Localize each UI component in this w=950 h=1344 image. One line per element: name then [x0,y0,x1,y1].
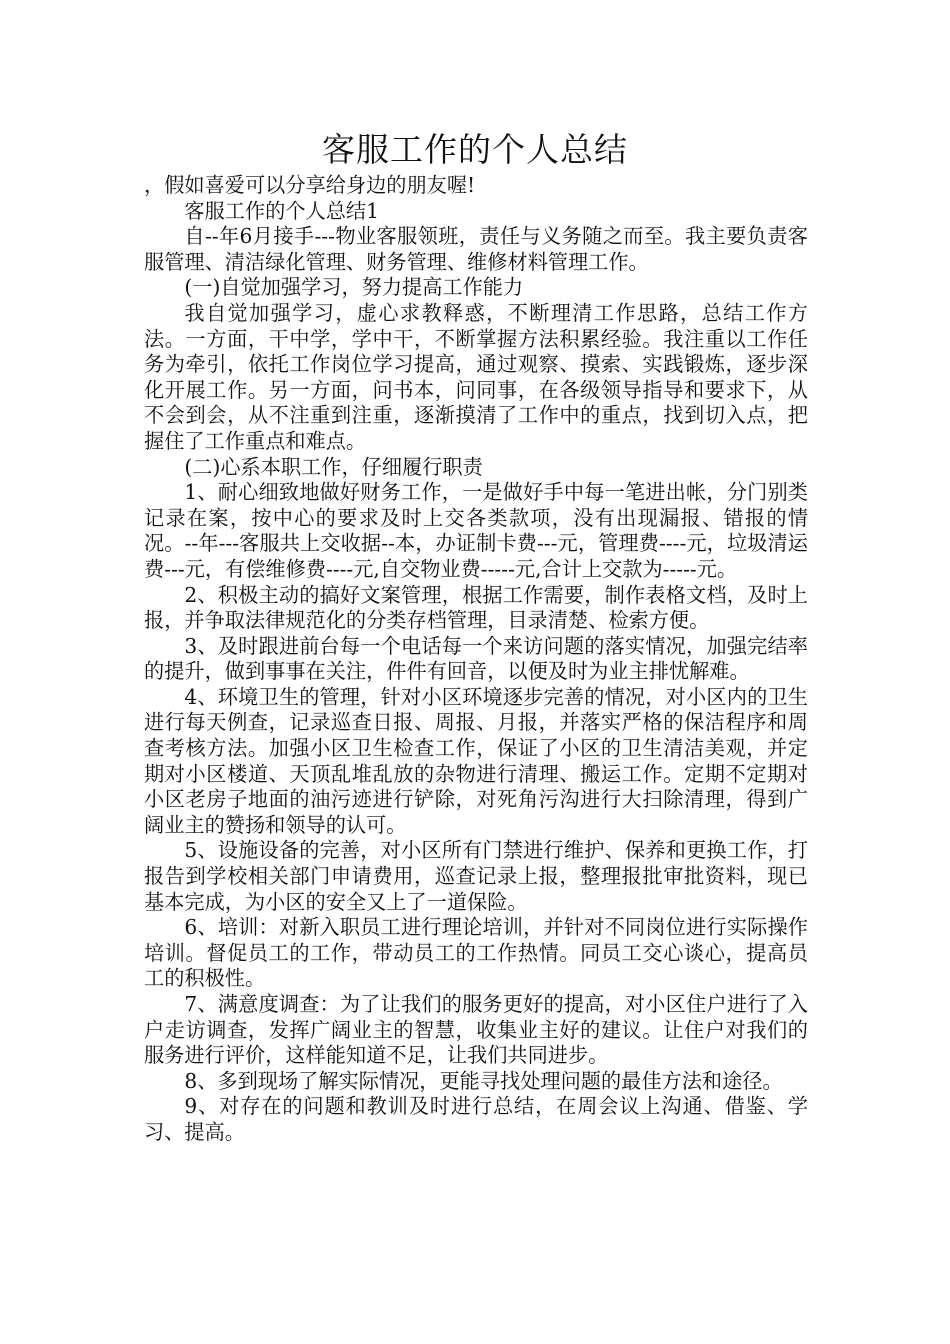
list-item: 9、对存在的问题和教训及时进行总结，在周会议上沟通、借鉴、学习、提高。 [144,1094,808,1144]
subsection-heading: (一)自觉加强学习，努力提高工作能力 [184,275,524,300]
page-title: 客服工作的个人总结 [322,130,628,169]
body-paragraph: 自--年6月接手---物业客服领班，责任与义务随之而至。我主要负责客服管理、清洁绿化管理、财务管理、维修材料管理工作。 [144,224,808,274]
list-item: 6、培训：对新入职员工进行理论培训，并针对不同岗位进行实际操作培训。督促员工的工作，带动员工的工作热情。同员工交心谈心，提高员工的积极性。 [144,915,808,991]
list-item: 1、耐心细致地做好财务工作，一是做好手中每一笔进出帐，分门别类记录在案，按中心的要求及时上交各类款项，没有出现漏报、错报的情况。--年---客服共上交收据--本，办证制卡费---元，管理费----元，垃圾清运费---元，有偿维修费----元,自交物业费-----元,合计上交款为-----元。 [144,480,808,581]
list-item: 3、及时跟进前台每一个电话每一个来访问题的落实情况，加强完结率的提升，做到事事在关注，件件有回音，以便及时为业主排忧解难。 [144,633,808,684]
document-body [144,173,808,1146]
list-item: 5、设施设备的完善，对小区所有门禁进行维护、保养和更换工作，打报告到学校相关部门申请费用，巡查记录上报，整理报批审批资料，现已基本完成，为小区的安全又上了一道保险。 [144,838,808,914]
list-item: 8、多到现场了解实际情况，更能寻找处理问题的最佳方法和途径。 [184,1068,783,1093]
intro-paragraph: ，假如喜爱可以分享给身边的朋友喔! [144,173,476,197]
body-paragraph: 我自觉加强学习，虚心求教释惑，不断理清工作思路，总结工作方法。一方面，干中学，学中干，不断掌握方法积累经验。我注重以工作任务为牵引，依托工作岗位学习提高，通过观察、摸索、实践锻炼，逐步深化开展工作。另一方面，问书本，问同事，在各级领导指导和要求下，从不会到会，从不注重到注重，逐渐摸清了工作中的重点，找到切入点，把握住了工作重点和难点。 [144,300,808,453]
list-item: 2、积极主动的搞好文案管理，根据工作需要，制作表格文档，及时上报，并争取法律规范化的分类存档管理，目录清楚、检索方便。 [144,582,808,633]
list-item: 4、环境卫生的管理，针对小区环境逐步完善的情况，对小区内的卫生进行每天例查，记录巡查日报、周报、月报，并落实严格的保洁程序和周查考核方法。加强小区卫生检查工作，保证了小区的卫生清洁美观，并定期对小区楼道、天顶乱堆乱放的杂物进行清理、搬运工作。定期不定期对小区老房子地面的油污迹进行铲除，对死角污沟进行大扫除清理，得到广阔业主的赞扬和领导的认可。 [144,684,808,837]
subsection-heading: (二)心系本职工作，仔细履行职责 [184,454,483,479]
list-item: 7、满意度调查：为了让我们的服务更好的提高，对小区住户进行了入户走访调查，发挥广阔业主的智慧，收集业主好的建议。让住户对我们的服务进行评价，这样能知道不足，让我们共同进步。 [144,992,808,1068]
section-heading: 客服工作的个人总结1 [184,198,379,223]
